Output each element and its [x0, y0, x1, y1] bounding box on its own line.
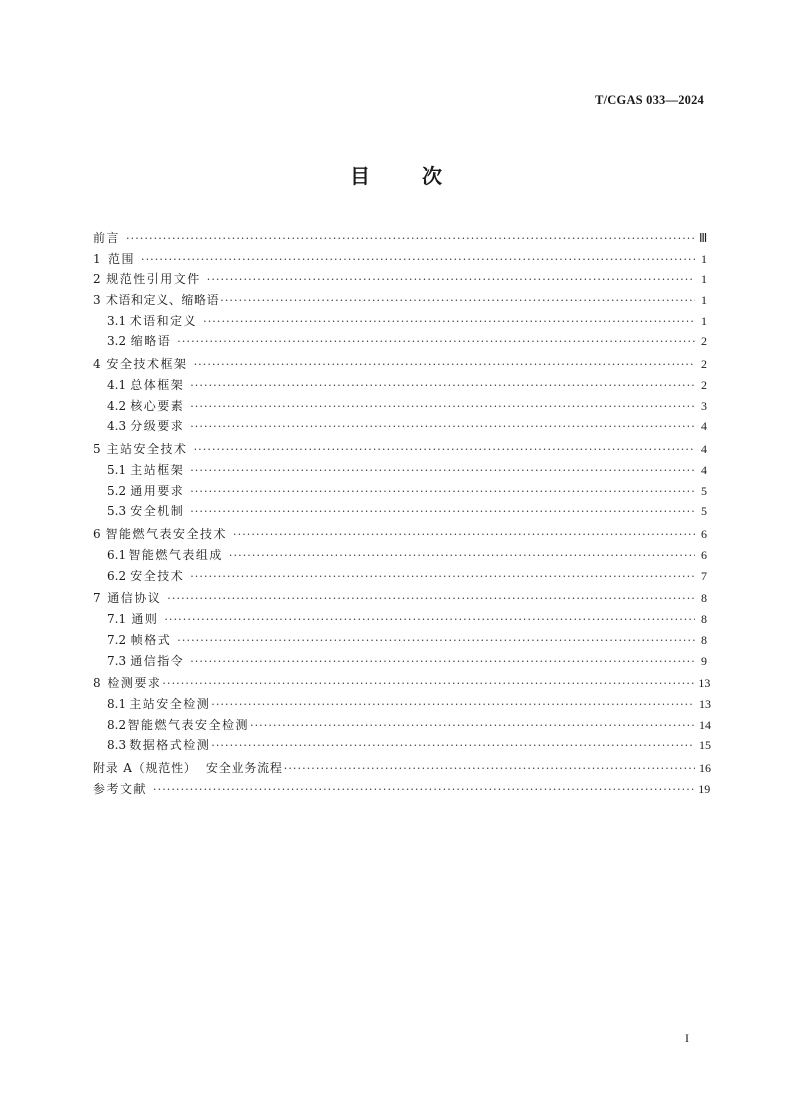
toc-entry-page: 16 — [699, 761, 711, 776]
toc-entry-label: 通用要求 — [130, 483, 185, 498]
toc-entry-page: 1 — [701, 313, 707, 328]
toc-entry[interactable] — [93, 673, 711, 694]
toc-entry-number: 5 — [93, 442, 101, 457]
toc-entry-label: 通信协议 — [107, 591, 162, 606]
toc-entry-number: 4.2 — [107, 398, 127, 413]
toc-entry-page: 4 — [701, 419, 707, 434]
toc-entry-page: 2 — [701, 378, 707, 392]
toc-entry-number: 7 — [93, 591, 101, 606]
toc-entry-label: 附录 A（规范性） 安全业务流程 — [93, 761, 283, 776]
toc-entry-page: 8 — [701, 632, 707, 647]
toc-entry-number: 8.2 — [107, 717, 127, 732]
toc-leader-dots — [141, 250, 695, 271]
toc-entry-page: 1 — [701, 251, 707, 266]
toc-entry-number: 3.2 — [107, 334, 127, 349]
toc-entry-label: 缩略语 — [130, 334, 172, 349]
toc-entry-label: 安全技术 — [130, 568, 185, 583]
toc-entry-label: 总体框架 — [130, 378, 185, 392]
toc-entry-label: 智能燃气表组成 — [128, 547, 223, 562]
toc-entry-label: 核心要素 — [130, 398, 185, 413]
toc-entry-page: 7 — [701, 568, 707, 583]
toc-entry-page: 6 — [701, 547, 707, 562]
toc-entry[interactable] — [93, 735, 711, 756]
toc-entry-number: 6 — [93, 527, 101, 542]
toc-leader-dots — [203, 312, 695, 333]
toc-leader-dots — [167, 589, 695, 610]
toc-entry-page: 13 — [698, 676, 711, 691]
toc-entry[interactable] — [93, 524, 707, 545]
toc-entry-number: 4.3 — [107, 419, 127, 434]
toc-entry-number: 3.1 — [107, 313, 127, 328]
toc-leader-dots — [177, 332, 695, 353]
toc-entry-page: 4 — [701, 442, 707, 457]
toc-entry-label: 智能燃气表安全检测 — [127, 717, 249, 732]
toc-leader-dots — [194, 355, 695, 376]
toc-entry[interactable] — [93, 779, 711, 800]
toc-leader-dots — [190, 376, 695, 397]
toc-entry-label: 主站安全检测 — [129, 697, 211, 712]
toc-leader-dots — [190, 502, 695, 523]
toc-entry-page: 9 — [701, 653, 707, 668]
toc-entry-label: 智能燃气表安全技术 — [105, 527, 227, 542]
toc-entry-label: 主站安全技术 — [106, 442, 188, 457]
title-char-1: 目 — [350, 164, 370, 188]
toc-entry[interactable] — [93, 481, 707, 502]
toc-entry-number: 6.1 — [107, 547, 127, 562]
toc-leader-dots — [126, 229, 695, 250]
toc-entry[interactable] — [93, 375, 707, 396]
toc-leader-dots — [164, 610, 695, 631]
toc-entry-number: 8 — [93, 676, 101, 691]
toc-entry-number: 1 — [93, 251, 101, 266]
toc-entry-number: 4.1 — [107, 378, 127, 392]
toc-entry[interactable] — [93, 609, 707, 630]
toc-entry-page: 8 — [701, 591, 707, 606]
toc-leader-dots — [284, 759, 695, 780]
toc-entry[interactable] — [93, 694, 711, 715]
toc-leader-dots — [190, 461, 695, 482]
toc-leader-dots — [211, 695, 695, 716]
toc-entry[interactable] — [93, 439, 707, 460]
toc-leader-dots — [229, 546, 695, 567]
toc-entry-number: 7.3 — [107, 653, 127, 668]
toc-entry-number: 3 — [93, 293, 101, 308]
toc-leader-dots — [233, 525, 695, 546]
toc-entry-label: 参考文献 — [93, 782, 148, 796]
toc-entry-page: 3 — [701, 398, 707, 413]
toc-entry[interactable] — [93, 228, 707, 249]
toc-entry-label: 范围 — [107, 251, 135, 266]
toc-entry-number: 5.1 — [107, 462, 127, 477]
toc-entry-label: 通则 — [131, 612, 159, 627]
toc-entry-page: 1 — [701, 293, 707, 308]
toc-entry-number: 7.1 — [107, 612, 127, 627]
toc-entry-page: 8 — [701, 612, 707, 627]
toc-entry-page: 1 — [701, 272, 707, 287]
toc-entry-label: 检测要求 — [107, 676, 162, 691]
toc-entry-page: 6 — [701, 527, 707, 542]
toc-entry[interactable] — [93, 354, 707, 375]
toc-entry-page: 4 — [701, 462, 707, 477]
toc-entry-page: 15 — [699, 738, 711, 753]
toc-entry-number: 5.2 — [107, 483, 127, 498]
toc-entry-number: 6.2 — [107, 568, 127, 583]
toc-entry[interactable] — [93, 396, 707, 417]
table-of-contents — [93, 228, 711, 800]
toc-entry[interactable] — [93, 588, 707, 609]
toc-entry-number: 8.3 — [107, 738, 127, 753]
toc-entry-page: Ⅲ — [699, 231, 708, 245]
toc-leader-dots — [177, 631, 695, 652]
toc-leader-dots — [211, 736, 695, 757]
toc-entry[interactable] — [93, 545, 707, 566]
toc-leader-dots — [153, 780, 694, 801]
toc-entry-page: 19 — [698, 782, 711, 796]
toc-leader-dots — [194, 440, 695, 461]
page-title — [0, 160, 792, 189]
toc-entry-label: 规范性引用文件 — [106, 272, 201, 287]
toc-entry[interactable] — [93, 290, 707, 311]
toc-entry[interactable] — [93, 501, 707, 522]
toc-entry-number: 4 — [93, 357, 101, 372]
toc-leader-dots — [190, 567, 695, 588]
toc-leader-dots — [207, 270, 695, 291]
toc-entry[interactable] — [93, 331, 707, 352]
toc-entry[interactable] — [93, 630, 707, 651]
toc-entry[interactable] — [93, 715, 711, 736]
toc-entry[interactable] — [93, 460, 707, 481]
toc-entry-label: 安全机制 — [130, 504, 185, 519]
toc-entry-number: 7.2 — [107, 632, 127, 647]
toc-entry-page: 5 — [701, 483, 707, 498]
toc-leader-dots — [190, 482, 695, 503]
toc-leader-dots — [250, 716, 695, 737]
toc-entry-label: 前言 — [93, 231, 121, 245]
toc-entry-number: 2 — [93, 272, 101, 287]
toc-leader-dots — [190, 652, 695, 673]
toc-leader-dots — [190, 417, 695, 438]
toc-entry[interactable] — [93, 249, 707, 270]
toc-entry-label: 数据格式检测 — [129, 738, 211, 753]
toc-entry-page: 5 — [701, 504, 707, 519]
toc-leader-dots — [220, 291, 695, 312]
toc-entry[interactable] — [93, 758, 711, 779]
toc-entry[interactable] — [93, 311, 707, 332]
standard-code: T/CGAS 033—2024 — [595, 93, 704, 107]
toc-entry-page: 13 — [699, 697, 711, 712]
toc-entry-page: 2 — [701, 357, 707, 372]
toc-entry-label: 安全技术框架 — [106, 357, 188, 372]
toc-entry-label: 帧格式 — [130, 632, 172, 647]
toc-leader-dots — [190, 397, 695, 418]
toc-entry-page: 14 — [699, 717, 711, 732]
toc-entry[interactable] — [93, 416, 707, 437]
toc-entry-label: 分级要求 — [130, 419, 185, 434]
toc-entry[interactable] — [93, 566, 707, 587]
toc-entry-label: 通信指令 — [130, 653, 185, 668]
toc-leader-dots — [162, 674, 694, 695]
toc-entry-label: 术语和定义 — [129, 313, 198, 328]
page-number: I — [685, 1031, 689, 1045]
toc-entry-label: 术语和定义、缩略语 — [105, 293, 220, 308]
toc-entry[interactable] — [93, 651, 707, 672]
toc-entry-label: 主站框架 — [130, 462, 185, 477]
toc-entry-number: 5.3 — [107, 504, 127, 519]
toc-entry-number: 8.1 — [107, 697, 127, 712]
toc-entry[interactable] — [93, 269, 707, 290]
title-char-2: 次 — [422, 164, 442, 188]
toc-entry-page: 2 — [701, 334, 707, 349]
